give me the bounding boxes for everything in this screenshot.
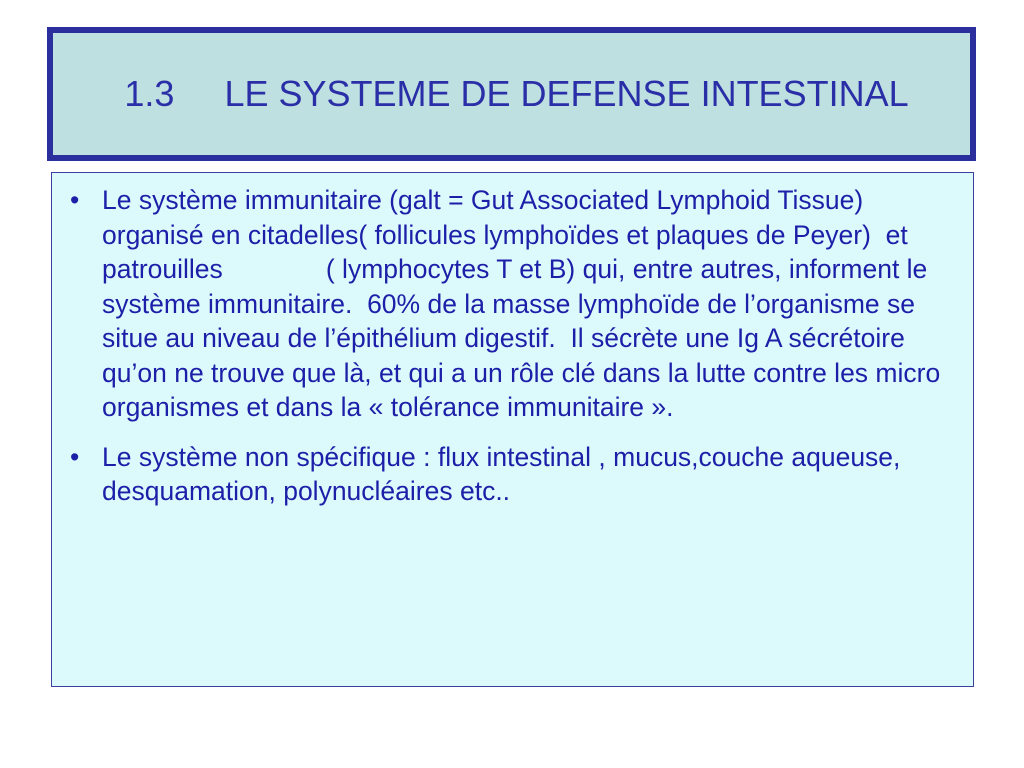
bullet-icon: •	[70, 185, 80, 215]
slide-title-box	[47, 27, 976, 161]
bullet-list	[70, 183, 965, 524]
bullet-text: Le système immunitaire (galt = Gut Associated Lymphoid Tissue) organisé en citadelles( follicules lymphoïdes et plaques de Peyer) et patrouilles ( lymphocytes T et B) qui, entre autres, informent le système immunitaire. 60% de la masse lymphoïde de l’organisme se situe au niveau de l’épithélium digestif. Il sécrète une Ig A sécrétoire qu’on ne trouve que là, et qui a un rôle clé dans la lutte contre les micro organismes et dans la « tolérance immunitaire ».	[102, 185, 948, 422]
bullet-text: Le système non spécifique : flux intestinal , mucus,couche aqueuse, desquamation, polynucléaires etc..	[102, 441, 908, 506]
bullet-icon: •	[70, 441, 80, 472]
slide-title: 1.3 LE SYSTEME DE DEFENSE INTESTINAL	[124, 73, 909, 114]
bullet-item	[70, 183, 965, 425]
bullet-item	[70, 440, 965, 509]
slide-content-box	[51, 172, 974, 687]
